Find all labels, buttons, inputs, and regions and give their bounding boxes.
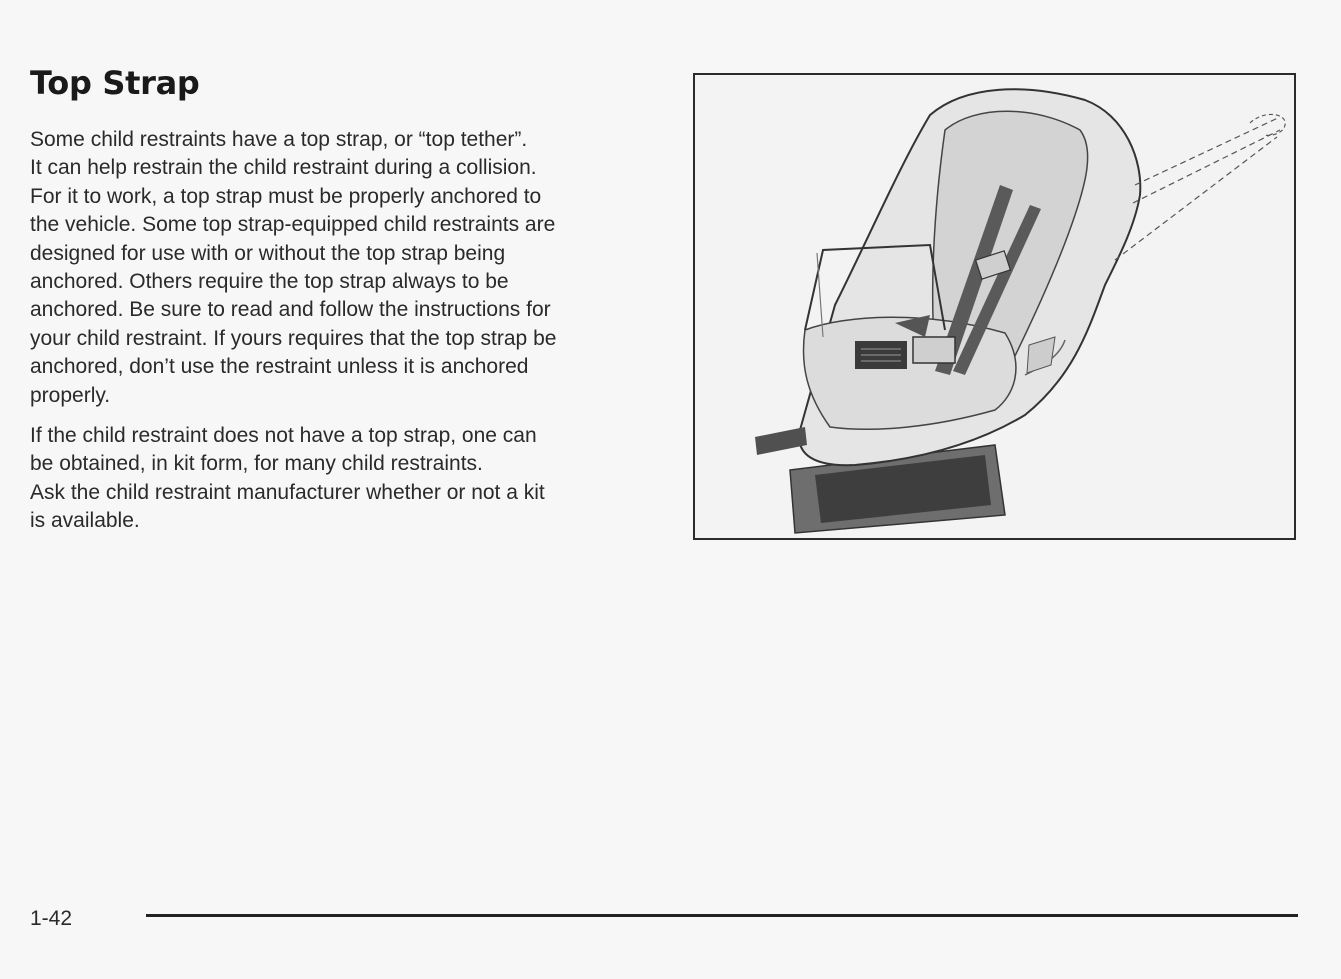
text-line: anchored, don’t use the restraint unless it is anchored	[30, 355, 529, 379]
text-line: Some child restraints have a top strap, or “top tether”.	[30, 128, 528, 151]
text-line: designed for use with or without the top strap being	[30, 241, 506, 265]
text-line: be obtained, in kit form, for many child restraints.	[30, 452, 483, 476]
paragraph-2	[30, 422, 650, 536]
body-text	[30, 126, 650, 548]
text-line: properly.	[30, 383, 111, 407]
child-seat-drawing	[695, 75, 1294, 538]
page-number: 1-42	[30, 907, 73, 930]
text-line: Ask the child restraint manufacturer whether or not a kit	[30, 480, 545, 504]
text-line: the vehicle. Some top strap-equipped child restraints are	[30, 213, 556, 237]
paragraph-1	[30, 126, 650, 410]
text-line: For it to work, a top strap must be properly anchored to	[30, 184, 542, 208]
page-title: Top Strap	[30, 64, 200, 102]
text-line: It can help restrain the child restraint during a collision.	[30, 156, 537, 180]
text-line: your child restraint. If yours requires that the top strap be	[30, 326, 557, 350]
footer-rule	[146, 914, 1298, 917]
text-line: is available.	[30, 509, 140, 533]
text-line: anchored. Others require the top strap always to be	[30, 270, 509, 294]
text-line: anchored. Be sure to read and follow the instructions for	[30, 298, 551, 322]
child-seat-illustration	[693, 73, 1296, 540]
text-line: If the child restraint does not have a top strap, one can	[30, 424, 537, 448]
